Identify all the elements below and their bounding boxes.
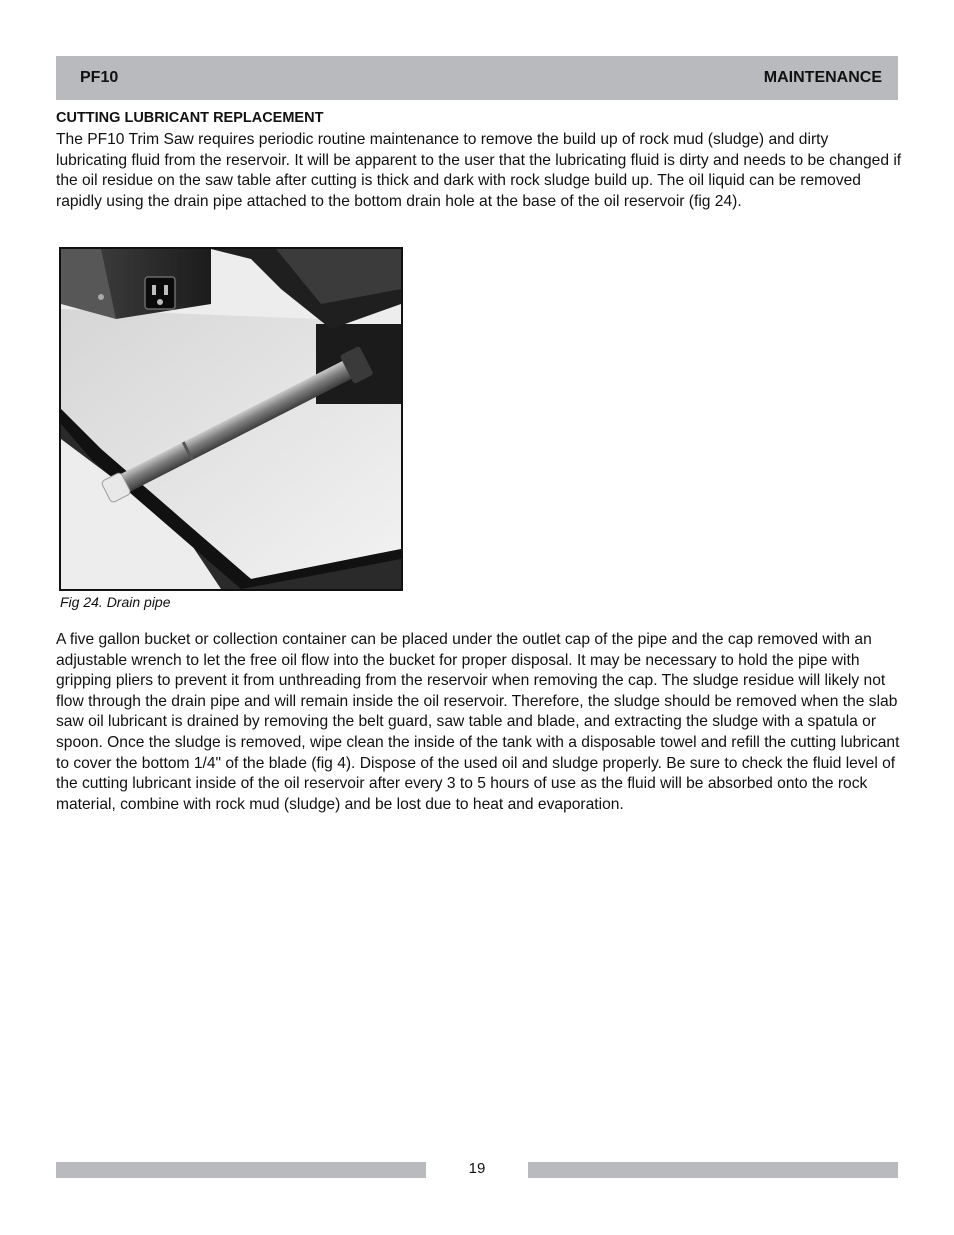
section-heading: CUTTING LUBRICANT REPLACEMENT xyxy=(56,110,324,126)
page-number: 19 xyxy=(468,1160,486,1177)
header-section: MAINTENANCE xyxy=(763,69,882,86)
drain-pipe-photo xyxy=(61,249,401,589)
drain-pipe-figure xyxy=(59,247,403,591)
figure-caption: Fig 24. Drain pipe xyxy=(60,594,171,610)
procedure-paragraph: A five gallon bucket or collection container can be placed under the outlet cap of the pipe and the cap removed with an adjustable wrench to let the free oil flow into the bucket for proper disposal. It may be necessary to hold the pipe with gripping pliers to prevent it from unthreading from the reservoir when removing the cap. The sludge residue will likely not flow through the drain pipe and will remain inside the oil reservoir. Therefore, the sludge should be removed when the slab saw oil lubricant is drained by removing the belt guard, saw table and blade, and extracting the sludge with a spatula or spoon. Once the sludge is removed, wipe clean the inside of the tank with a disposable towel and refill the cutting lubricant to cover the bottom 1/4" of the blade (fig 4). Dispose of the used oil and sludge properly. Be sure to check the fluid level of the cutting lubricant inside of the oil reservoir after every 3 to 5 hours of use as the fluid will be absorbed onto the rock material, combine with rock mud (sludge) and be lost due to heat and evaporation. xyxy=(56,631,900,813)
intro-paragraph: The PF10 Trim Saw requires periodic routine maintenance to remove the build up of rock mud (sludge) and dirty lubricating fluid from the reservoir. It will be apparent to the user that the lubricating fluid is dirty and needs to be changed if the oil residue on the saw table after cutting is thick and dark with rock sludge build up. The oil liquid can be removed rapidly using the drain pipe attached to the bottom drain hole at the base of the oil reservoir (fig 24). xyxy=(56,131,902,210)
header-model: PF10 xyxy=(80,69,119,86)
footer-bar-right xyxy=(528,1162,898,1178)
footer-bar-left xyxy=(56,1162,426,1178)
header-bar xyxy=(56,56,898,100)
